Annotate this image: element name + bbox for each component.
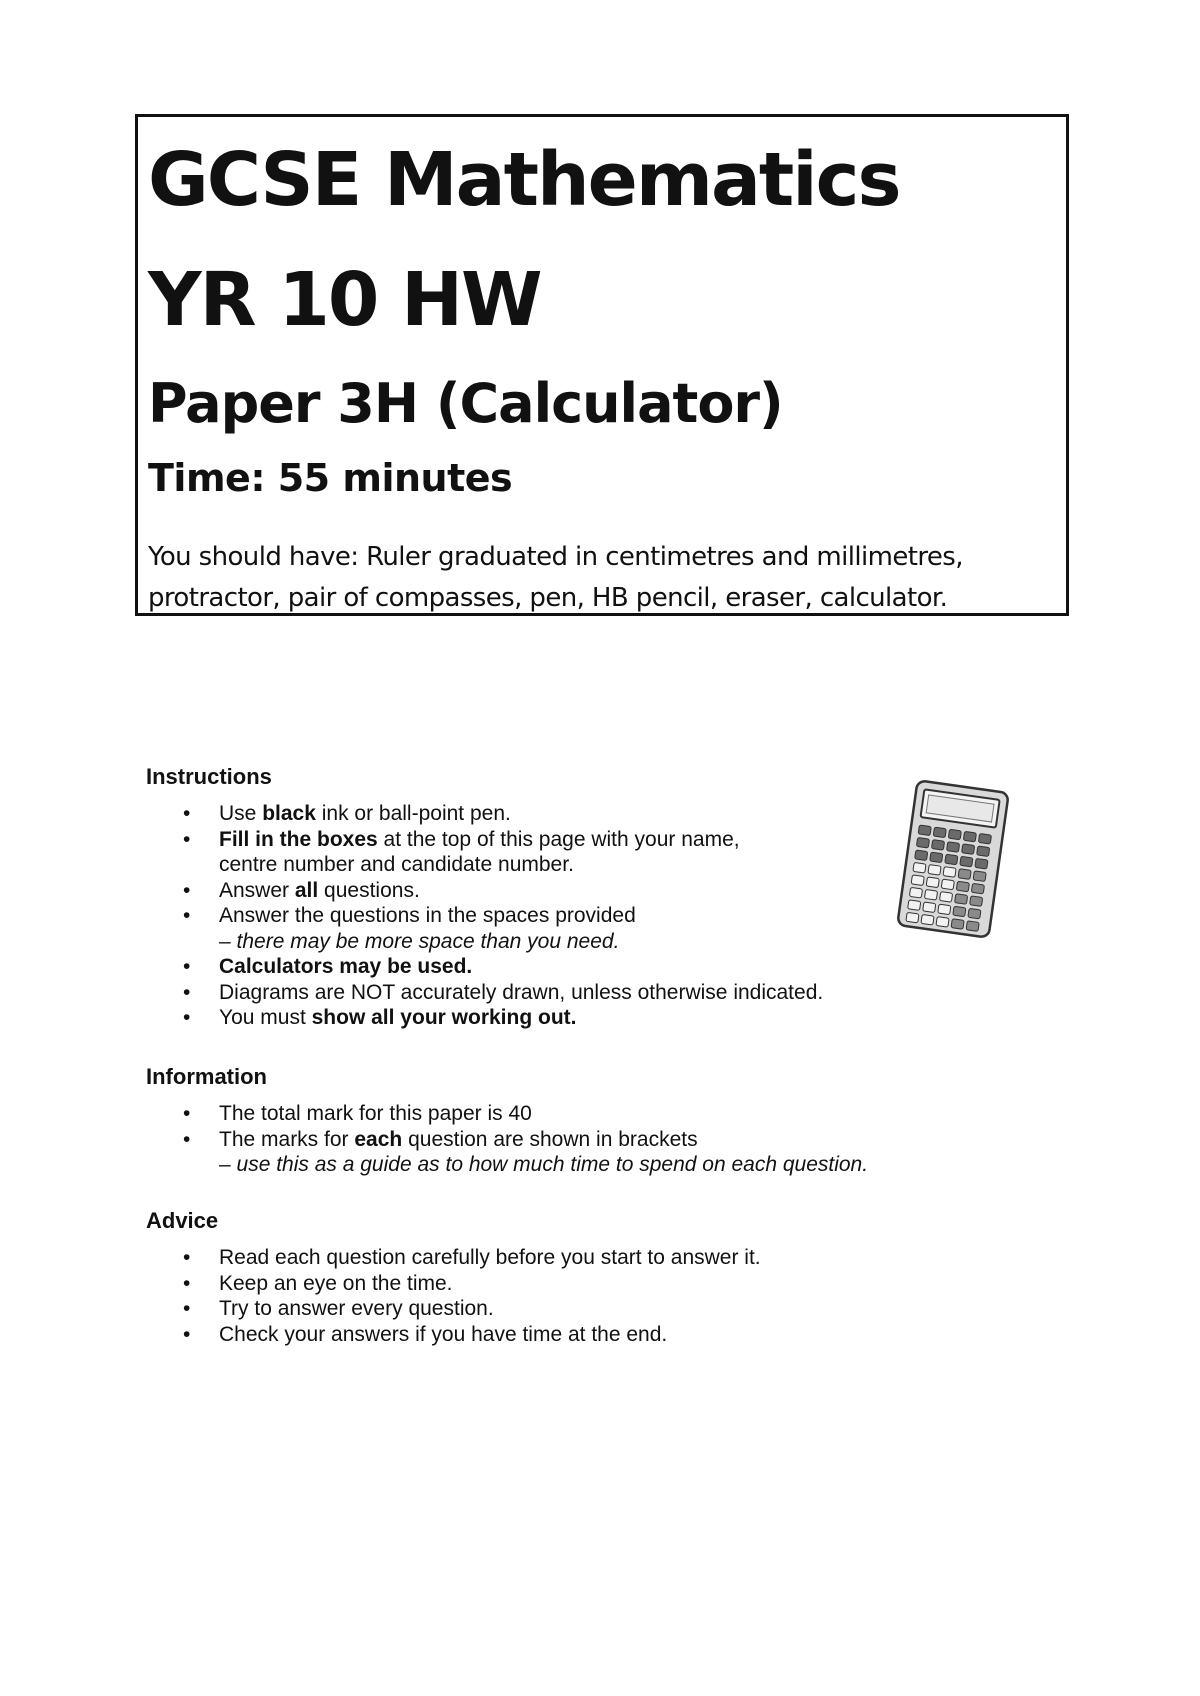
list-item	[146, 903, 823, 954]
calculator-key	[936, 917, 949, 928]
information-list	[146, 1101, 868, 1178]
information-heading: Information	[146, 1064, 267, 1089]
bullet-glyph: •	[183, 1127, 191, 1151]
calculator-key	[928, 865, 941, 876]
calculator-key	[908, 900, 921, 911]
item-text: ink or ball-point pen.	[315, 802, 511, 825]
calculator-key	[906, 912, 919, 923]
calculator-icon	[893, 780, 1013, 938]
bullet-glyph: •	[183, 980, 191, 1004]
bullet-glyph: •	[183, 827, 191, 851]
instructions-heading: Instructions	[146, 764, 272, 789]
calculator-key	[916, 837, 929, 848]
list-item	[146, 980, 823, 1006]
calculator-key	[913, 862, 926, 873]
bullet-glyph: •	[183, 1102, 191, 1125]
calculator-key	[926, 877, 939, 888]
item-emphasis: show all your working out.	[311, 1006, 577, 1029]
calculator-key	[945, 854, 958, 865]
item-continuation: centre number and candidate number.	[219, 853, 574, 876]
item-text: Try to answer every question.	[219, 1297, 494, 1320]
item-emphasis: each	[354, 1127, 403, 1151]
list-item	[146, 1005, 823, 1031]
equipment-list	[148, 537, 1053, 619]
information-section	[146, 1063, 868, 1178]
calculator-key	[962, 844, 975, 855]
calculator-key	[918, 825, 931, 836]
bullet-glyph: •	[183, 802, 191, 825]
calculator-key	[941, 879, 954, 890]
calculator-key	[966, 921, 979, 932]
bullet-glyph: •	[183, 904, 191, 927]
calculator-key	[909, 887, 922, 898]
list-item	[146, 1127, 868, 1178]
calculator-key	[943, 867, 956, 878]
item-note: – use this as a guide as to how much time to spend on each question.	[219, 1153, 869, 1176]
bullet-glyph: •	[183, 955, 191, 978]
calculator-key	[973, 871, 986, 882]
calculator-key	[939, 892, 952, 903]
equipment-line-2: protractor, pair of compasses, pen, HB pencil, eraser, calculator.	[148, 583, 948, 613]
bullet-glyph: •	[183, 1297, 191, 1320]
calculator-key	[930, 852, 943, 863]
bullet-glyph: •	[183, 1271, 191, 1295]
calculator-key	[911, 875, 924, 886]
list-item	[146, 801, 823, 827]
calculator-key	[924, 889, 937, 900]
list-item	[146, 1101, 868, 1127]
item-text: Answer the questions in the spaces provided	[219, 904, 636, 927]
item-emphasis: Fill in the boxes	[219, 827, 378, 851]
calculator-key	[977, 846, 990, 857]
list-item	[146, 878, 823, 904]
calculator-key	[958, 869, 971, 880]
calculator-key	[955, 894, 968, 905]
item-emphasis: all	[294, 878, 319, 902]
item-text: The total mark for this paper is 40	[219, 1102, 532, 1125]
time-allowed: Time: 55 minutes	[148, 456, 513, 500]
bullet-glyph: •	[183, 1246, 191, 1269]
list-item	[146, 1322, 761, 1348]
calculator-key	[968, 908, 981, 919]
calculator-key	[971, 883, 984, 894]
calculator-key	[963, 831, 976, 842]
calculator-key	[956, 881, 969, 892]
page-subtitle: YR 10 HW	[148, 257, 541, 343]
calculator-key	[960, 856, 973, 867]
item-note: – there may be more space than you need.	[219, 929, 620, 953]
advice-heading: Advice	[146, 1208, 219, 1233]
title-box	[135, 114, 1069, 616]
list-item	[146, 1271, 761, 1297]
calculator-key	[953, 906, 966, 917]
item-text: You must	[219, 1006, 312, 1029]
paper-label: Paper 3H (Calculator)	[148, 372, 783, 435]
bullet-glyph: •	[183, 1006, 191, 1029]
calculator-key	[931, 840, 944, 851]
item-text: Read each question carefully before you start to answer it.	[219, 1246, 761, 1269]
item-text: questions.	[318, 878, 420, 902]
list-item	[146, 954, 823, 980]
item-text: Keep an eye on the time.	[219, 1271, 453, 1295]
bullet-glyph: •	[183, 878, 191, 902]
calculator-key	[947, 842, 960, 853]
item-text: at the top of this page with your name,	[377, 827, 740, 851]
item-emphasis: black	[262, 802, 316, 825]
advice-list	[146, 1245, 761, 1347]
calculator-key	[915, 850, 928, 861]
list-item	[146, 827, 823, 878]
list-item	[146, 1245, 761, 1271]
item-text: Diagrams are NOT accurately drawn, unless otherwise indicated.	[219, 980, 824, 1004]
calculator-key	[933, 827, 946, 838]
item-text: The marks for	[219, 1127, 355, 1151]
calculator-key	[978, 833, 991, 844]
bullet-glyph: •	[183, 1322, 191, 1346]
calculator-key	[970, 896, 983, 907]
equipment-line-1: You should have: Ruler graduated in centimetres and millimetres,	[148, 542, 963, 572]
item-text: question are shown in brackets	[402, 1127, 698, 1151]
advice-section	[146, 1207, 761, 1347]
calculator-key	[948, 829, 961, 840]
item-text: Answer	[219, 878, 295, 902]
instructions-list	[146, 801, 823, 1031]
calculator-key	[975, 858, 988, 869]
item-text: Check your answers if you have time at the end.	[219, 1322, 668, 1346]
calculator-key	[921, 914, 934, 925]
item-text: Use	[219, 802, 263, 825]
page-title: GCSE Mathematics	[148, 137, 900, 223]
instructions-section	[146, 763, 823, 1031]
calculator-key	[938, 904, 951, 915]
calculator-key	[951, 919, 964, 930]
item-emphasis: Calculators may be used.	[219, 955, 473, 978]
list-item	[146, 1296, 761, 1322]
calculator-key	[923, 902, 936, 913]
